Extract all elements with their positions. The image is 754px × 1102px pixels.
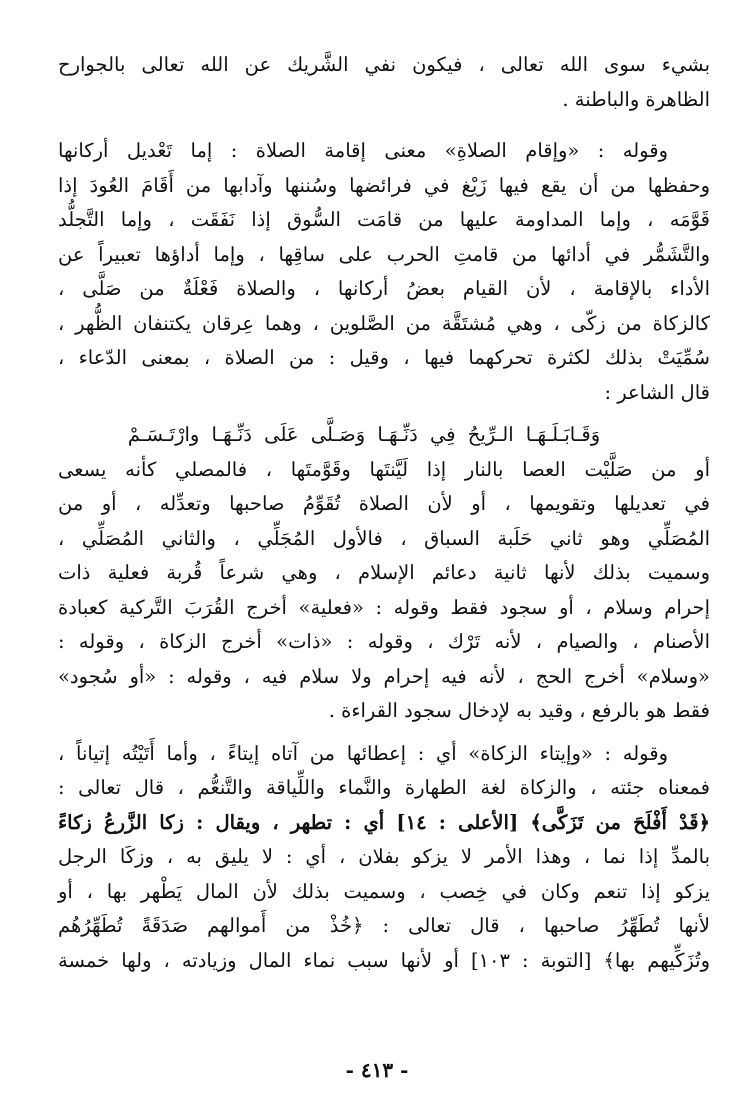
text-line: بشيء سوى الله تعالى ، فيكون نفي الشَّريك عن الله تعالى بالجوارح: [58, 53, 710, 76]
text-line: وقوله : «وإقام الصلاةِ» معنى إقامة الصلاة : إما تَعْديل أركانها: [58, 139, 668, 162]
text-line: قال الشاعر :: [604, 380, 710, 404]
text-line: كالزكاة من زكّى ، وهي مُشتَقَّة من الصَّلوين ، وهما عِرقان يكتنفان الظُّهر ،: [58, 311, 710, 335]
paragraph-iqamat-salat: [58, 134, 710, 410]
text-line: سُمِّيَتْ بذلك لكثرة تحركهما فيها ، وقيل : من الصلاة ، بمعنى الدّعاء ،: [58, 346, 710, 369]
text-line: المُصَلِّي وهو ثاني حَلَبة السباق ، فالأول المُجَلِّي ، والثاني المُصَلِّي ،: [58, 526, 710, 550]
text-line: فقط هو بالرفع ، وقيد به لإدخال سجود القراءة .: [328, 699, 710, 722]
page-body: [58, 48, 710, 978]
text-line: الأصنام ، والصيام ، لأنه تَرْك ، وقوله : «ذات» أخرج الزكاة ، وقوله :: [58, 630, 710, 653]
page-number: - ٤١٣ -: [345, 1058, 409, 1082]
text-line: والتَّشَمُّر في أدائها من قامتِ الحرب على ساقِها ، وإما أداؤها تعبيراً عن: [58, 242, 710, 266]
poem-verse: [58, 418, 710, 453]
text-line: ﴿قَدْ أَفْلَحَ من تَزَكَّى﴾ [الأعلى : ١٤] أي : تطهر ، ويقال : زكا الزَّرعُ زكاءً: [58, 810, 710, 834]
text-line: وتُزَكِّيهم بها﴾ [التوبة : ١٠٣] أو لأنها سبب نماء المال وزيادته ، ولها خمسة: [58, 948, 710, 972]
text-line: وحفظها من أن يقع فيها زَيْغ في فرائضها وسُننها وآدابها من أَقَامَ العُودَ إذا: [58, 173, 710, 197]
paragraph-intro: [58, 48, 710, 117]
paragraph-zakat: [58, 737, 710, 979]
text-line: قَوَّمَه ، وإما المداومة عليها من قامَت السُّوق إذا نَفَقَت ، وإما التَّجلُّد: [58, 208, 710, 231]
text-line: الظاهرة والباطنة .: [562, 87, 710, 111]
text-line: وقوله : «وإيتاء الزكاة» أي : إعطائها من آتاه إيتاءً ، وأما أَتَيْتُه إتياناً ،: [58, 741, 668, 765]
text-line: أو من صَلَّيْت العصا بالنار إذا لَيَّنتَها وقَوَّمتَها ، فالمصلي كأنه يسعى: [58, 457, 710, 481]
text-line: يزكو إذا تنعم وكان في خِصب ، وسميت بذلك لأن المال يَطْهر بها ، أو: [58, 879, 710, 903]
text-line: لأنها تُطَهِّرُ صاحبها ، قال تعالى : ﴿خُذْ من أَموالهم صَدَقَةً تُطَهِّرُهُم: [58, 914, 710, 937]
poem-line: وَقَـابَـلَـهَـا الـرِّيحُ فِي دَنِّـهَـا وَصَـلَّى عَلَى دَنِّـهَـا وارْتَـسَـمْ: [127, 423, 601, 446]
text-line: وسميت بذلك لأنها ثانية دعائم الإسلام ، وهي شرعاً قُربة فعلية ذات: [58, 561, 710, 584]
paragraph-salat-meaning: [58, 453, 710, 729]
text-line: في تعديلها وتقويمها ، أو لأن الصلاة تُقَوِّمُ صاحبها وتعدِّله ، أو من: [58, 492, 710, 515]
text-line: بالمدِّ إذا نما ، وهذا الأمر لا يزكو بفلان ، أي : لا يليق به ، وزكَا الرجل: [58, 845, 710, 868]
text-line: «وسلام» أخرج الحج ، لأنه فيه إحرام ولا سلام فيه ، وقوله : «أو سُجود»: [58, 664, 710, 688]
text-line: إحرام وسلام ، أو سجود فقط وقوله : «فعلية» أخرج القُرَبَ التَّركية كعبادة: [58, 595, 710, 619]
text-line: الأداء بالإقامة ، لأن القيام بعضُ أركانها ، والصلاة فَعْلَةٌ من صَلَّى ،: [58, 277, 710, 300]
text-line: فمعناه جئته ، والزكاة لغة الطهارة والنَّماء واللِّياقة والتَّنعُّم ، قال تعالى :: [58, 776, 710, 799]
